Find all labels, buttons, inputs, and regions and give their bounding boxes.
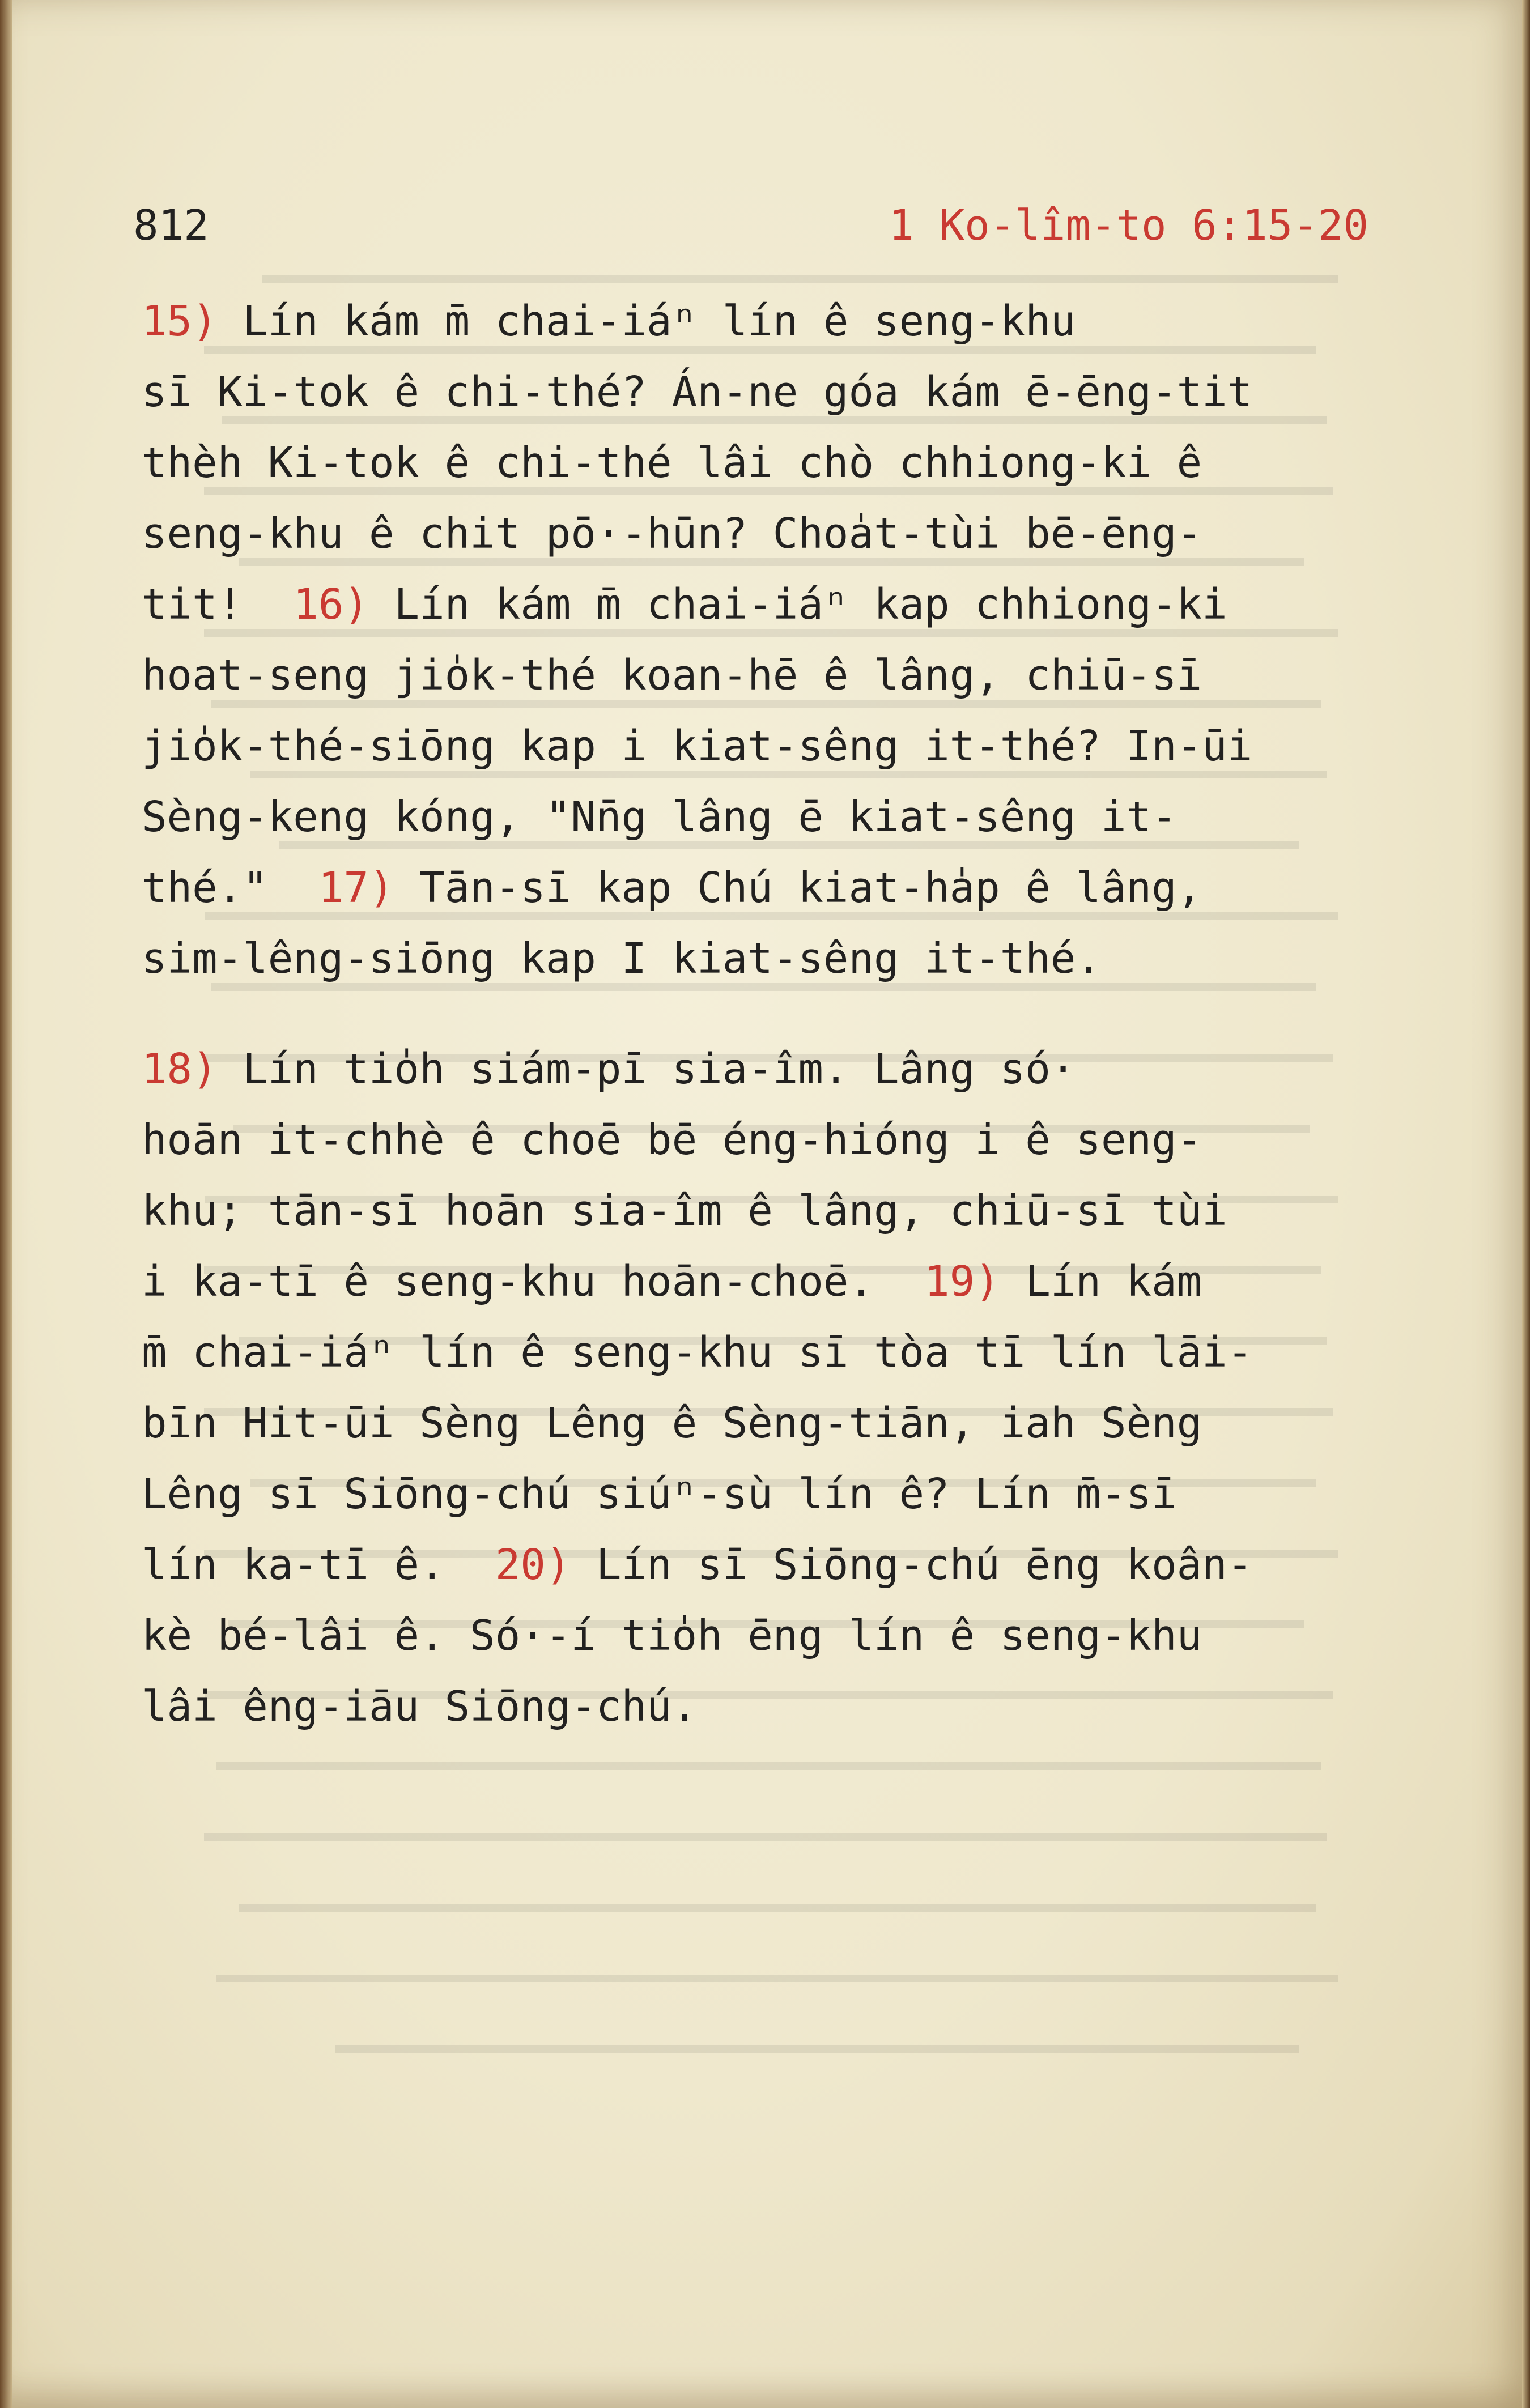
- text-line: [142, 499, 1417, 569]
- verse-text: lâi êng-iāu Siōng-chú.: [142, 1682, 698, 1731]
- verse-text: sī Ki-tok ê chi-thé? Án-ne góa kám ē-ēng-tit: [142, 368, 1253, 416]
- paragraph: [142, 286, 1417, 994]
- verse-text: bīn Hit-ūi Sèng Lêng ê Sèng-tiān, iah Sèng: [142, 1399, 1202, 1448]
- text-line: [142, 711, 1417, 782]
- page-header: [133, 201, 1368, 258]
- page-number: 812: [133, 201, 209, 250]
- text-line: [142, 1601, 1417, 1671]
- text-line: [142, 286, 1417, 357]
- verse-text: seng-khu ê chit pō·-hūn? Choa̍t-tùi bē-ēng-: [142, 509, 1202, 558]
- verse-text: thèh Ki-tok ê chi-thé lâi chò chhiong-ki ê: [142, 439, 1202, 487]
- verse-text: Lín kám m̄ chai-iáⁿ lín ê seng-khu: [217, 297, 1076, 346]
- verse-text: kè bé-lâi ê. Só·-í tio̍h ēng lín ê seng-khu: [142, 1611, 1202, 1660]
- paragraph: [142, 1034, 1417, 1742]
- verse-text: tit!: [142, 580, 294, 629]
- verse-text: khu; tān-sī hoān sia-îm ê lâng, chiū-sī tùi: [142, 1186, 1227, 1235]
- verse-number: 17): [318, 863, 394, 912]
- verse-text: thé.": [142, 863, 318, 912]
- verse-text: Lín tio̍h siám-pī sia-îm. Lâng só·: [217, 1045, 1076, 1094]
- text-line: [142, 853, 1417, 924]
- verse-text: i ka-tī ê seng-khu hoān-choē.: [142, 1257, 925, 1306]
- text-line: [142, 1388, 1417, 1459]
- verse-number: 19): [924, 1257, 1000, 1306]
- verse-text: sim-lêng-siōng kap I kiat-sêng it-thé.: [142, 934, 1101, 983]
- verse-text: Lêng sī Siōng-chú siúⁿ-sù lín ê? Lín m̄-sī: [142, 1470, 1177, 1518]
- verse-number: 18): [142, 1045, 218, 1094]
- text-line: [142, 924, 1417, 994]
- verse-text: Tān-sī kap Chú kiat-ha̍p ê lâng,: [394, 863, 1202, 912]
- verse-text: Lín kám m̄ chai-iáⁿ kap chhiong-ki: [368, 580, 1227, 629]
- text-line: [142, 1459, 1417, 1530]
- text-line: [142, 1034, 1417, 1105]
- text-line: [142, 428, 1417, 499]
- text-line: [142, 1176, 1417, 1246]
- page-edge-left: [0, 0, 12, 2408]
- verse-text: Lín kám: [1000, 1257, 1202, 1306]
- verse-number: 20): [495, 1541, 571, 1589]
- text-line: [142, 1530, 1417, 1601]
- verse-text: hoān it-chhè ê choē bē éng-hióng i ê seng-: [142, 1116, 1202, 1164]
- verse-text: Lín sī Siōng-chú ēng koân-: [571, 1541, 1253, 1589]
- text-line: [142, 782, 1417, 853]
- page-edge-right: [1522, 0, 1530, 2408]
- text-line: [142, 1317, 1417, 1388]
- text-line: [142, 1246, 1417, 1317]
- text-line: [142, 1105, 1417, 1176]
- running-head: 1 Ko-lîm-to 6:15-20: [889, 201, 1368, 250]
- verse-text: Sèng-keng kóng, "Nn̄g lâng ē kiat-sêng it-: [142, 793, 1177, 841]
- text-line: [142, 640, 1417, 711]
- text-line: [142, 1671, 1417, 1742]
- verse-number: 15): [142, 297, 218, 346]
- verse-text: jio̍k-thé-siōng kap i kiat-sêng it-thé? In-ūi: [142, 722, 1253, 771]
- verse-text: hoat-seng jio̍k-thé koan-hē ê lâng, chiū-sī: [142, 651, 1202, 700]
- verse-text: m̄ chai-iáⁿ lín ê seng-khu sī tòa tī lín lāi-: [142, 1328, 1253, 1377]
- verse-number: 16): [293, 580, 369, 629]
- verse-text: lín ka-tī ê.: [142, 1541, 495, 1589]
- text-line: [142, 569, 1417, 640]
- text-line: [142, 357, 1417, 428]
